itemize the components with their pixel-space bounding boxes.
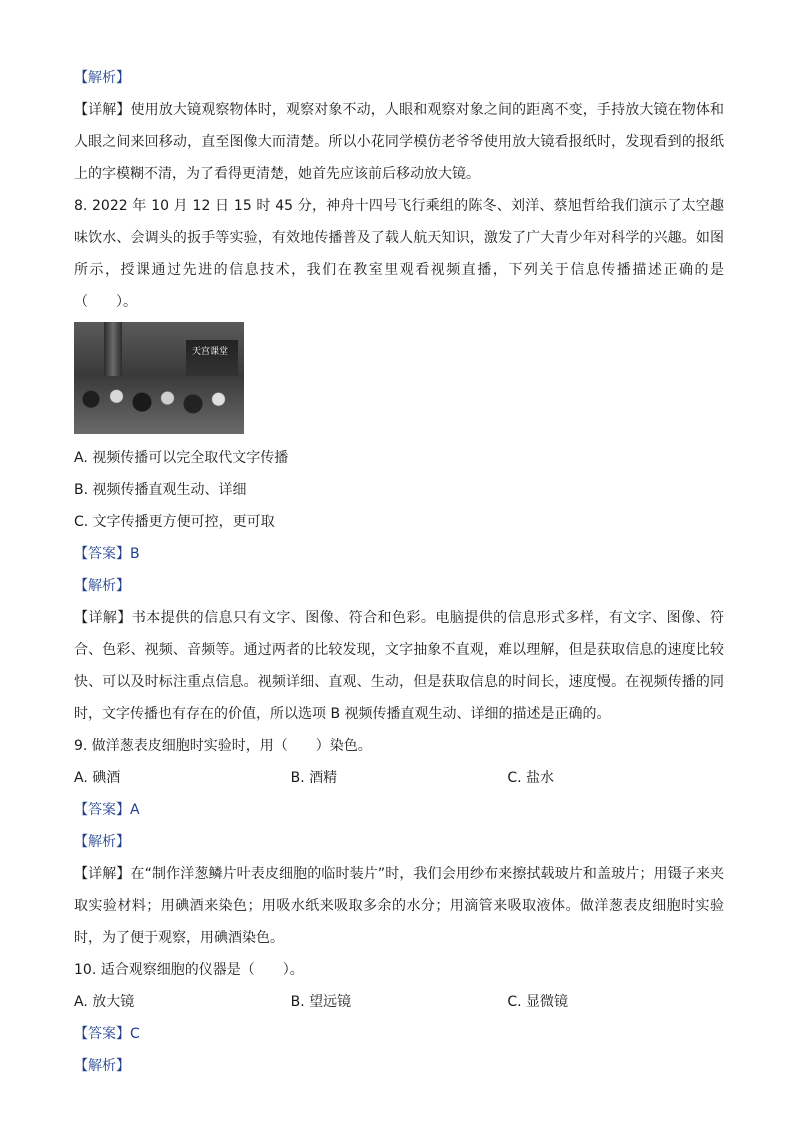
q9-detail: 【详解】在“制作洋葱鳞片叶表皮细胞的临时装片”时，我们会用纱布来擦拭载玻片和盖玻片；用镊子来夹取实验材料；用碘酒来染色；用吸水纸来吸取多余的水分；用滴管来吸取液体。做洋葱表皮细胞时实验时，为了便于观察，用碘酒染色。 bbox=[74, 866, 724, 946]
q10-option-a: A. 放大镜 bbox=[74, 994, 135, 1010]
q10-options bbox=[74, 986, 724, 1018]
photo-caption: 天宫课堂 bbox=[192, 347, 229, 357]
q9-options bbox=[74, 762, 724, 794]
q10-analysis-heading: 【解析】 bbox=[74, 1058, 130, 1074]
q9-option-b: B. 酒精 bbox=[290, 770, 338, 786]
question-8: 8. 2022 年 10 月 12 日 15 时 45 分，神舟十四号飞行乘组的陈冬、刘洋、蔡旭哲给我们演示了太空趣味饮水、会调头的扳手等实验，有效地传播普及了载人航天知识，激发了广大青少年对科学的兴趣。如图所示，授课通过先进的信息技术，我们在教室里观看视频直播，下列关于信息传播描述正确的是（ ）。 bbox=[74, 198, 724, 310]
question-10: 10. 适合观察细胞的仪器是（ ）。 bbox=[74, 962, 304, 978]
q9-answer: 【答案】A bbox=[74, 802, 140, 818]
q8-answer: 【答案】B bbox=[74, 546, 140, 562]
q8-option-c: C. 文字传播更方便可控，更可取 bbox=[74, 514, 275, 530]
photo-audience bbox=[74, 376, 244, 434]
q8-option-b: B. 视频传播直观生动、详细 bbox=[74, 482, 247, 498]
detail-paragraph: 【详解】使用放大镜观察物体时，观察对象不动，人眼和观察对象之间的距离不变，手持放大镜在物体和人眼之间来回移动，直至图像大而清楚。所以小花同学模仿老爷爷使用放大镜看报纸时，发现看到的报纸上的字模糊不清，为了看得更清楚，她首先应该前后移动放大镜。 bbox=[74, 102, 724, 182]
q9-option-a: A. 碘酒 bbox=[74, 770, 121, 786]
q10-option-b: B. 望远镜 bbox=[290, 994, 352, 1010]
classroom-photo bbox=[74, 322, 244, 434]
document-page bbox=[74, 62, 724, 1082]
q8-detail: 【详解】书本提供的信息只有文字、图像、符合和色彩。电脑提供的信息形式多样，有文字、图像、符合、色彩、视频、音频等。通过两者的比较发现，文字抽象不直观，难以理解，但是获取信息的速度比较快、可以及时标注重点信息。视频详细、直观、生动，但是获取信息的时间长，速度慢。在视频传播的同时，文字传播也有存在的价值，所以选项 B 视频传播直观生动、详细的描述是正确的。 bbox=[74, 610, 724, 722]
analysis-heading: 【解析】 bbox=[74, 70, 130, 86]
q9-analysis-heading: 【解析】 bbox=[74, 834, 130, 850]
q10-answer: 【答案】C bbox=[74, 1026, 140, 1042]
q8-option-a: A. 视频传播可以完全取代文字传播 bbox=[74, 450, 289, 466]
q10-option-c: C. 显微镜 bbox=[507, 994, 569, 1010]
q8-analysis-heading: 【解析】 bbox=[74, 578, 130, 594]
question-9: 9. 做洋葱表皮细胞时实验时，用（ ）染色。 bbox=[74, 738, 372, 754]
q9-option-c: C. 盐水 bbox=[507, 770, 555, 786]
